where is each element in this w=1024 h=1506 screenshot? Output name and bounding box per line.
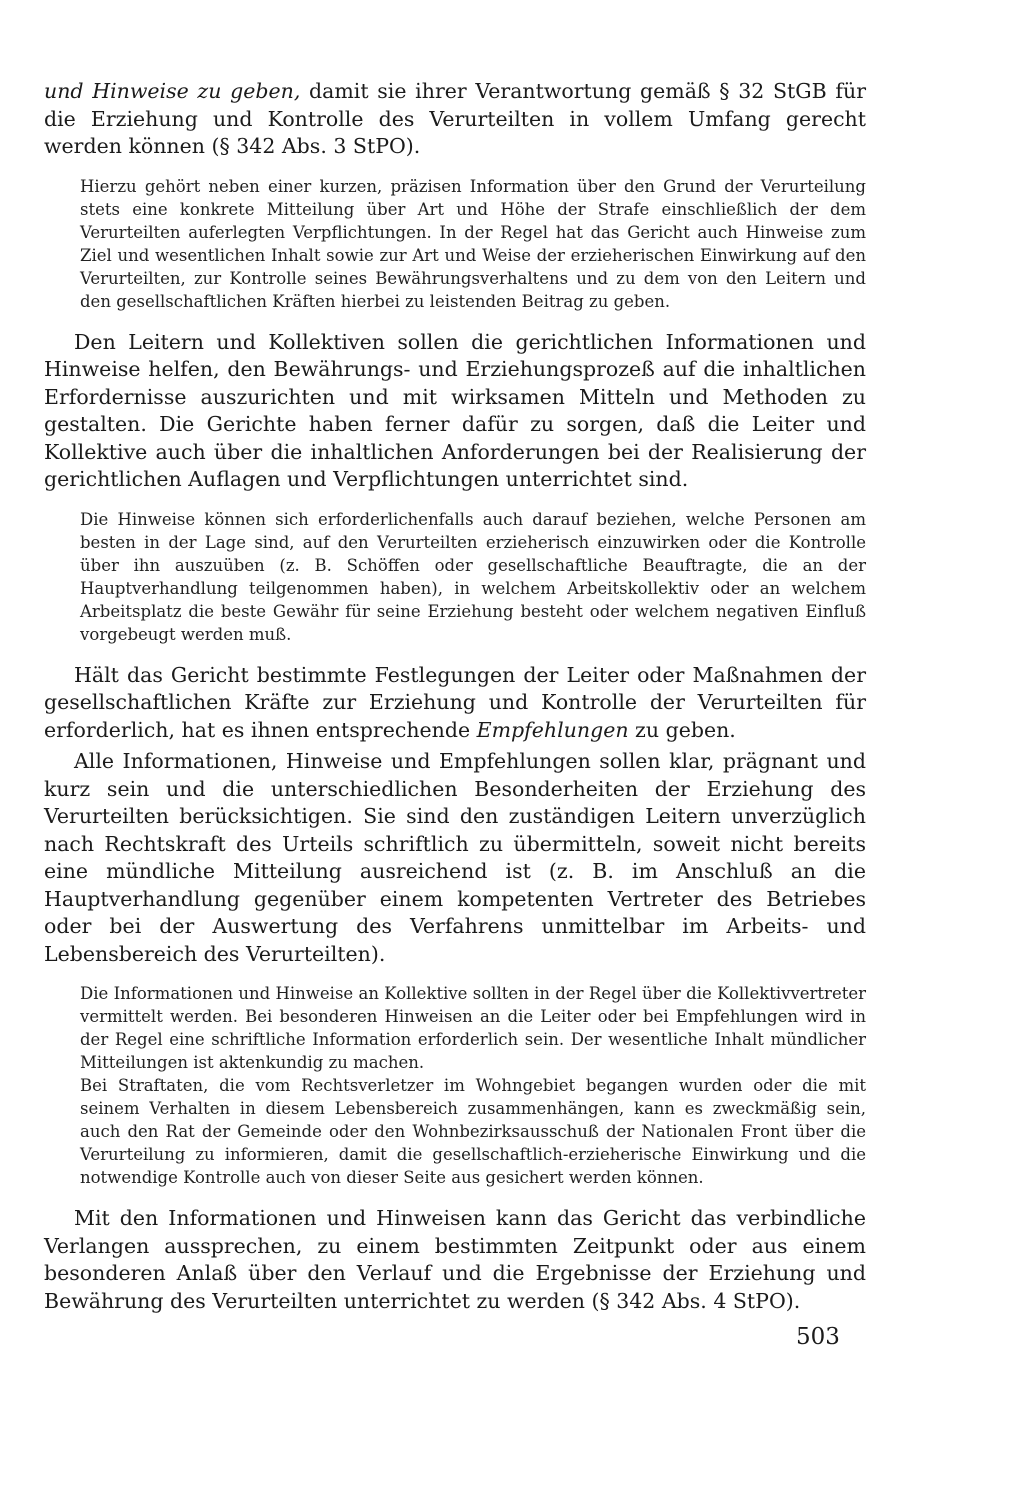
paragraph-text-tail: zu geben. xyxy=(628,717,736,742)
emphasis-text: und Hinweise zu geben, xyxy=(44,79,301,103)
paragraph-text: damit sie ihrer Verantwortung gemäß § 32 StGB für die Erziehung und Kontrolle des Verurteilten in vollem Umfang gerecht werden können (§ 342 Abs. 3 StPO). xyxy=(44,79,866,158)
paragraph-small-4: Bei Straftaten, die vom Rechtsverletzer im Wohngebiet begangen wurden oder die mit seinem Verhalten in diesem Lebensbereich zusammenhängen, kann es zweckmäßig sein, auch den Rat der Gemeinde oder den Wohnbezirksausschuß der Nationalen Front über die Verurteilung zu informieren, damit die gesellschaftlich-erzieherische Einwirkung und die notwendige Kontrolle auch von dieser Seite aus gesichert werden können. xyxy=(80,1076,866,1187)
paragraph-main-2: Den Leitern und Kollektiven sollen die gerichtlichen Informationen und Hinweise helfen, den Bewährungs- und Erziehungsprozeß auf die inhaltlichen Erfordernisse auszurichten und mit wirksamen Mitteln und Methoden zu gestalten. Die Gerichte haben ferner dafür zu sorgen, daß die Leiter und Kollektive auch über die inhaltlichen Anforderungen bei der Realisierung der gerichtlichen Auflagen und Verpflichtungen unterrichtet sind. xyxy=(44,329,866,491)
paragraph-small-2: Die Hinweise können sich erforderlichenfalls auch darauf beziehen, welche Personen am besten in der Lage sind, auf den Verurteilten erzieherisch einzuwirken oder die Kontrolle über ihn auszuüben (z. B. Schöffen oder gesellschaftliche Beauftragte, die an der Hauptverhandlung teilgenommen haben), in welchem Arbeitskollektiv oder an welchem Arbeitsplatz die beste Gewähr für seine Erziehung besteht oder welchem negativen Einfluß vorgebeugt werden muß. xyxy=(80,509,866,644)
paragraph-main-5: Mit den Informationen und Hinweisen kann das Gericht das verbindliche Verlangen aussprechen, zu einem bestimmten Zeitpunkt oder aus einem besonderen Anlaß über den Verlauf und die Ergebnisse der Erziehung und Bewährung des Verurteilten unterrichtet zu werden (§ 342 Abs. 4 StPO). xyxy=(44,1206,866,1313)
paragraph-main-1 xyxy=(44,78,866,161)
paragraph-text: Hält das Gericht bestimmte Festlegungen der Leiter oder Maßnahmen der gesellschaftlichen Kräfte zur Erziehung und Kontrolle der Verurteilten für erforderlich, hat es ihnen entsprechende xyxy=(44,662,866,742)
emphasis-text: Empfehlungen xyxy=(476,717,629,742)
paragraph-main-3 xyxy=(44,662,866,745)
paragraph-small-1: Hierzu gehört neben einer kurzen, präzisen Information über den Grund der Verurteilung stets eine konkrete Mitteilung über Art und Höhe der Strafe einschließlich der dem Verurteilten auferlegten Verpflichtungen. In der Regel hat das Gericht auch Hinweise zum Ziel und wesentlichen Inhalt sowie zur Art und Weise der erzieherischen Einwirkung auf den Verurteilten, zur Kontrolle seines Bewährungsverhaltens und zu dem von den Leitern und den gesellschaftlichen Kräften hierbei zu leistenden Beitrag zu geben. xyxy=(80,176,866,311)
document-page xyxy=(44,78,866,1315)
paragraph-small-3: Die Informationen und Hinweise an Kollektive sollten in der Regel über die Kollektivvertreter vermittelt werden. Bei besonderen Hinweisen an die Leiter oder bei Empfehlungen wird in der Regel eine schriftliche Information erforderlich sein. Der wesentliche Inhalt mündlicher Mitteilungen ist aktenkundig zu machen. xyxy=(80,984,866,1072)
paragraph-main-4: Alle Informationen, Hinweise und Empfehlungen sollen klar, prägnant und kurz sein und die unterschiedlichen Besonderheiten der Erziehung des Verurteilten berücksichtigen. Sie sind den zuständigen Leitern unverzüglich nach Rechtskraft des Urteils schriftlich zu übermitteln, soweit nicht bereits eine mündliche Mitteilung ausreichend ist (z. B. im Anschluß an die Hauptverhandlung gegenüber einem kompetenten Vertreter des Betriebes oder bei der Auswertung des Verfahrens unmittelbar im Arbeits- und Lebensbereich des Verurteilten). xyxy=(44,749,866,966)
page-number: 503 xyxy=(796,1324,840,1350)
